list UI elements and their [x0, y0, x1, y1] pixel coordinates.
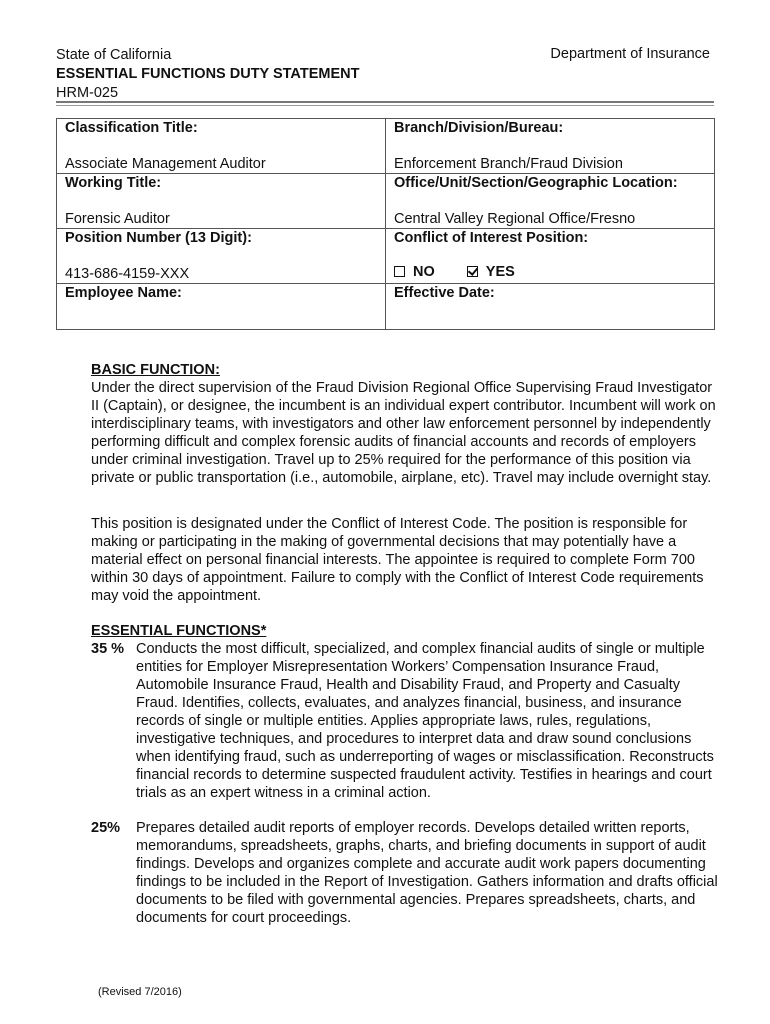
working-title-value: Forensic Auditor: [65, 211, 170, 227]
branch-label: Branch/Division/Bureau:: [394, 120, 564, 136]
position-number-cell: [57, 229, 386, 284]
coi-option-yes[interactable]: [467, 264, 515, 280]
revision-note: (Revised 7/2016): [98, 986, 182, 998]
working-title-label: Working Title:: [65, 175, 162, 191]
essential-function-item: [91, 640, 719, 802]
checkbox-checked-icon[interactable]: [467, 266, 478, 277]
conflict-of-interest-label: Conflict of Interest Position:: [394, 230, 589, 246]
task-percentage: 25%: [91, 820, 121, 836]
effective-date-cell: [386, 284, 715, 330]
branch-value: Enforcement Branch/Fraud Division: [394, 156, 623, 172]
coi-no-label: NO: [413, 264, 435, 280]
state-name: State of California: [56, 47, 172, 63]
office-cell: [386, 174, 715, 229]
coi-option-no[interactable]: [394, 264, 435, 280]
classification-value: Associate Management Auditor: [65, 156, 266, 172]
office-value: Central Valley Regional Office/Fresno: [394, 211, 636, 227]
form-id: HRM-025: [56, 85, 119, 101]
working-title-cell: [57, 174, 386, 229]
position-number-value: 413-686-4159-XXX: [65, 266, 190, 282]
conflict-of-interest-paragraph: This position is designated under the Conflict of Interest Code. The position is responsible for making or participating in the making of governmental decisions that may potentially have a material effect on personal financial interests. The appointee is required to complete Form 700 within 30 days of appointment. Failure to comply with the Conflict of Interest Code requirements may void the appointment.: [91, 516, 704, 604]
classification-label: Classification Title:: [65, 120, 198, 136]
basic-function-title: BASIC FUNCTION: [91, 362, 216, 378]
essential-functions-title: ESSENTIAL FUNCTIONS*: [91, 623, 267, 639]
task-description: Conducts the most difficult, specialized, and complex financial audits of single or multiple entities for Employer Misrepresentation Workers’ Compensation Insurance Fraud, Automobile Insurance Fraud, Health and Disability Fraud, and Property and Casualty Fraud. Identifies, collects, evaluates, and analyzes financial, business, and insurance records of single or multiple entities. Applies appropriate laws, rules, regulations, investigative techniques, and procedures to interpret data and draw sound conclusions when identifying fraud, such as underreporting of wages or misclassification. Reconstructs financial records to determine suspected fraudulent activity. Testifies in hearings and court trials as an expert witness in a criminal action.: [136, 641, 714, 801]
conflict-of-interest-cell: [386, 229, 715, 284]
department-name: Department of Insurance: [550, 46, 710, 62]
coi-yes-label: YES: [485, 264, 515, 280]
employee-name-cell: [57, 284, 386, 330]
basic-function-heading: [91, 361, 719, 379]
document-header: [56, 46, 359, 103]
essential-functions-heading: [91, 622, 719, 640]
checkbox-empty-icon[interactable]: [394, 266, 405, 277]
document-title: ESSENTIAL FUNCTIONS DUTY STATEMENT: [56, 66, 360, 82]
position-info-table: [56, 118, 715, 330]
basic-function-section: [91, 361, 719, 487]
basic-function-colon: :: [215, 362, 220, 378]
classification-cell: [57, 119, 386, 174]
employee-name-label: Employee Name:: [65, 285, 182, 301]
task-description: Prepares detailed audit reports of employer records. Develops detailed written reports, memorandums, spreadsheets, graphs, charts, and briefing documents in support of audit findings. Develops and organizes complete and accurate audit work papers documenting findings to be included in the Report of Investigation. Gathers information and drafts official documents to be filed with governmental agencies. Prepares spreadsheets, charts, and documents for court proceedings.: [136, 820, 718, 926]
position-number-label: Position Number (13 Digit):: [65, 230, 252, 246]
basic-function-paragraph-1: Under the direct supervision of the Fraud Division Regional Office Supervising Fraud Investigator II (Captain), or designee, the incumbent is an individual expert contributor. Incumbent will work on interdisciplinary teams, with investigators and other law enforcement personnel by independently performing difficult and complex forensic audits of financial accounts and records of employers under criminal investigation. Travel up to 25% required for the performance of this position via private or public transportation (i.e., automobile, airplane, etc). Travel may include overnight stay.: [91, 380, 716, 486]
branch-cell: [386, 119, 715, 174]
task-percentage: 35 %: [91, 641, 125, 657]
effective-date-label: Effective Date:: [394, 285, 495, 301]
essential-function-item: [91, 819, 719, 927]
header-rule: [56, 101, 714, 103]
office-label: Office/Unit/Section/Geographic Location:: [394, 175, 678, 191]
conflict-of-interest-options: [394, 263, 706, 281]
header-rule-thin: [56, 105, 714, 106]
